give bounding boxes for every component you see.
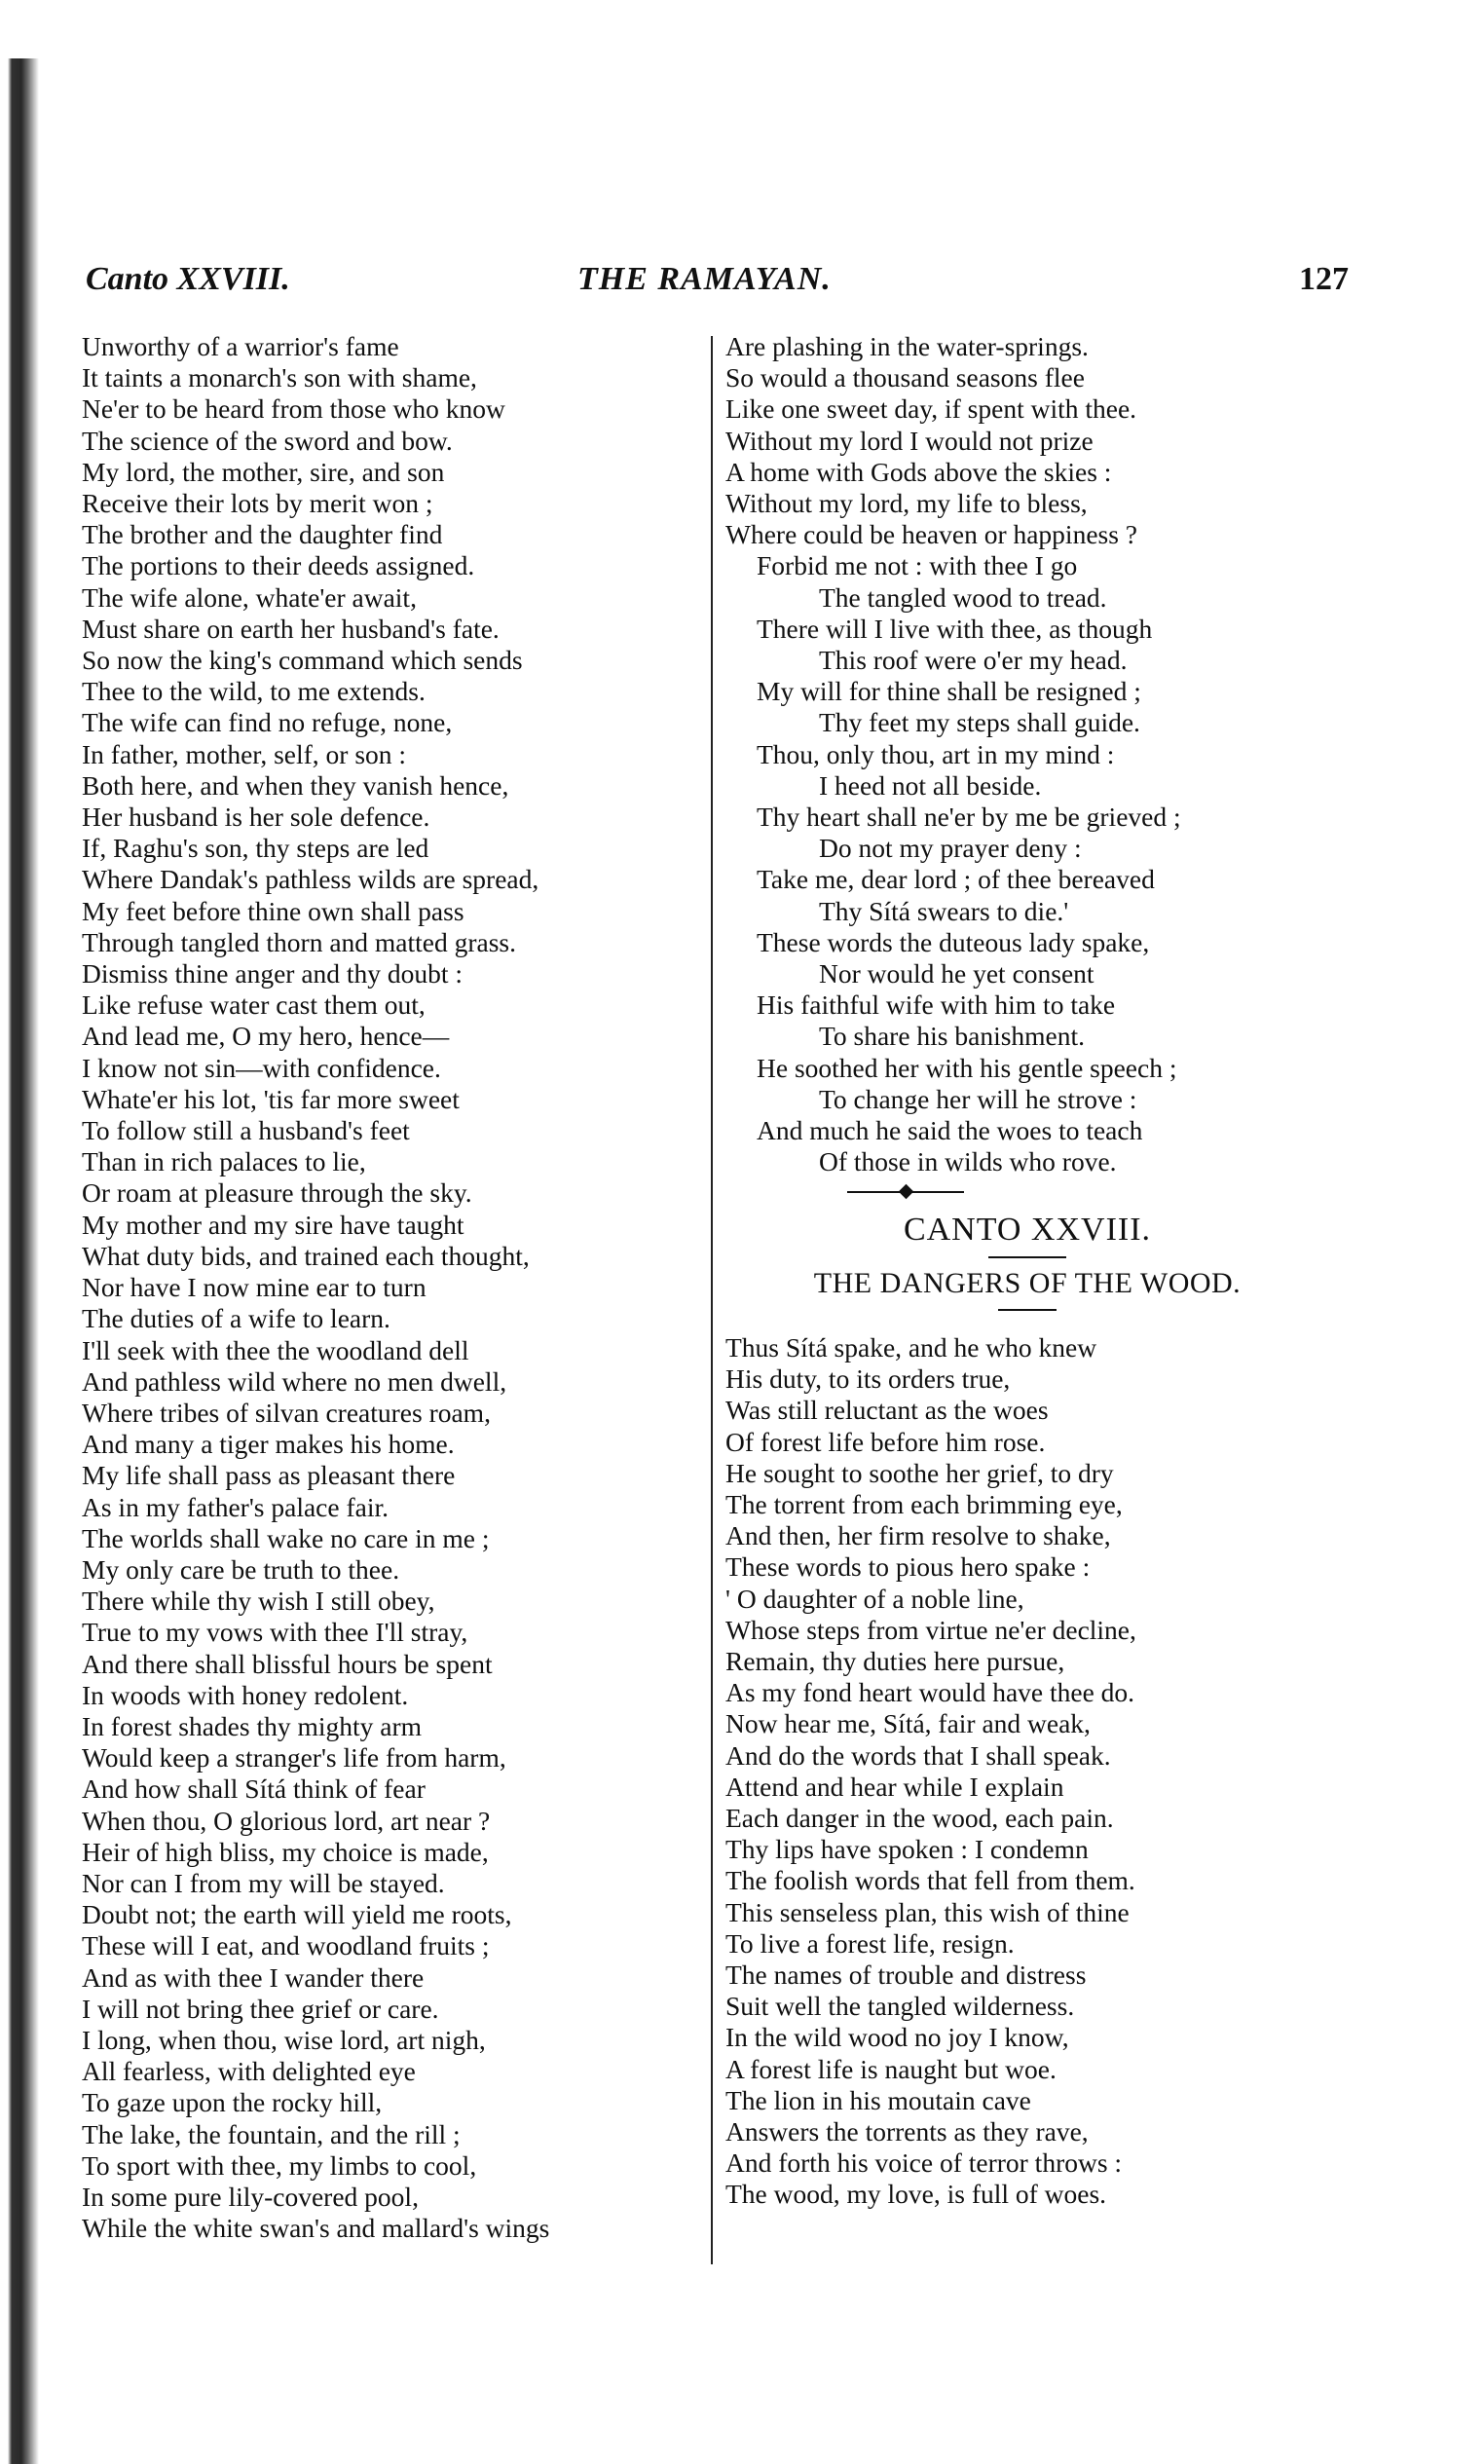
verse-line: Thee to the wild, to me extends. bbox=[82, 676, 426, 707]
verse-line: Thou, only thou, art in my mind : bbox=[757, 738, 1115, 769]
verse-line: The names of trouble and distress bbox=[725, 1959, 1087, 1990]
header-canto: Canto XXVIII. bbox=[86, 261, 290, 297]
page-binding-shadow bbox=[0, 58, 45, 2464]
verse-line: ' O daughter of a noble line, bbox=[725, 1583, 1024, 1614]
verse-line: All fearless, with delighted eye bbox=[82, 2056, 416, 2087]
verse-line: Forbid me not : with thee I go bbox=[757, 550, 1078, 581]
verse-line: This senseless plan, this wish of thine bbox=[725, 1896, 1130, 1927]
verse-line: My mother and my sire have taught bbox=[82, 1209, 464, 1240]
verse-line: The lake, the fountain, and the rill ; bbox=[82, 2118, 461, 2149]
verse-line: When thou, O glorious lord, art near ? bbox=[82, 1805, 491, 1836]
verse-line: A home with Gods above the skies : bbox=[725, 456, 1112, 487]
verse-line: Where tribes of silvan creatures roam, bbox=[82, 1397, 491, 1428]
verse-line: Nor would he yet consent bbox=[819, 958, 1094, 989]
verse-line: Take me, dear lord ; of thee bereaved bbox=[757, 864, 1155, 895]
right-column-verse-bottom bbox=[725, 1332, 1329, 2211]
canto-subtitle: THE DANGERS OF THE WOOD. bbox=[813, 1266, 1242, 1299]
verse-line: Doubt not; the earth will yield me roots, bbox=[82, 1899, 512, 1930]
verse-line: His duty, to its orders true, bbox=[725, 1363, 1011, 1395]
right-column bbox=[725, 331, 1329, 2211]
verse-line: In forest shades thy mighty arm bbox=[82, 1710, 423, 1741]
verse-line: In some pure lily-covered pool, bbox=[82, 2181, 419, 2212]
verse-line: True to my vows with thee I'll stray, bbox=[82, 1617, 468, 1648]
verse-line: And how shall Sítá think of fear bbox=[82, 1773, 426, 1805]
verse-line: This roof were o'er my head. bbox=[819, 645, 1128, 676]
subtitle-rule bbox=[998, 1309, 1057, 1311]
verse-line: My life shall pass as pleasant there bbox=[82, 1460, 456, 1491]
verse-line: Nor have I now mine ear to turn bbox=[82, 1272, 427, 1303]
verse-line: The science of the sword and bow. bbox=[82, 425, 453, 456]
verse-line: Attend and hear while I explain bbox=[725, 1771, 1064, 1802]
verse-line: The lion in his moutain cave bbox=[725, 2084, 1031, 2115]
verse-line: Thy feet my steps shall guide. bbox=[819, 707, 1140, 738]
verse-line: To share his banishment. bbox=[819, 1021, 1086, 1052]
verse-line: I heed not all beside. bbox=[819, 769, 1042, 801]
verse-line: My feet before thine own shall pass bbox=[82, 895, 464, 926]
verse-line: My only care be truth to thee. bbox=[82, 1553, 400, 1585]
verse-line: And do the words that I shall speak. bbox=[725, 1739, 1111, 1771]
verse-line: Of those in wilds who rove. bbox=[819, 1146, 1117, 1177]
verse-line: To change her will he strove : bbox=[819, 1083, 1137, 1114]
verse-line: I know not sin—with confidence. bbox=[82, 1052, 441, 1083]
verse-line: And there shall blissful hours be spent bbox=[82, 1648, 493, 1679]
verse-line: Ne'er to be heard from those who know bbox=[82, 393, 505, 425]
verse-line: To sport with thee, my limbs to cool, bbox=[82, 2149, 477, 2181]
verse-line: I will not bring thee grief or care. bbox=[82, 1993, 439, 2024]
verse-line: Where could be heaven or happiness ? bbox=[725, 519, 1138, 550]
verse-line: Like one sweet day, if spent with thee. bbox=[725, 393, 1137, 425]
verse-line: Her husband is her sole defence. bbox=[82, 802, 430, 833]
verse-line: The duties of a wife to learn. bbox=[82, 1303, 390, 1334]
verse-line: Like refuse water cast them out, bbox=[82, 989, 426, 1021]
verse-line: Each danger in the wood, each pain. bbox=[725, 1802, 1114, 1833]
verse-line: Whate'er his lot, 'tis far more sweet bbox=[82, 1083, 460, 1114]
left-column-verse bbox=[82, 331, 705, 2244]
verse-line: I'll seek with thee the woodland dell bbox=[82, 1334, 469, 1365]
right-column-verse-top bbox=[725, 331, 1329, 1177]
verse-line: Heir of high bliss, my choice is made, bbox=[82, 1836, 489, 1867]
verse-line: The wood, my love, is full of woes. bbox=[725, 2179, 1107, 2210]
verse-line: Thus Sítá spake, and he who knew bbox=[725, 1331, 1097, 1363]
verse-line: He sought to soothe her grief, to dry bbox=[725, 1457, 1114, 1488]
verse-line: And then, her firm resolve to shake, bbox=[725, 1520, 1111, 1551]
verse-line: My lord, the mother, sire, and son bbox=[82, 456, 445, 487]
verse-line: Was still reluctant as the woes bbox=[725, 1395, 1049, 1426]
verse-line: My will for thine shall be resigned ; bbox=[757, 676, 1141, 707]
verse-line: To follow still a husband's feet bbox=[82, 1115, 410, 1146]
verse-line: Nor can I from my will be stayed. bbox=[82, 1867, 445, 1898]
verse-line: And much he said the woes to teach bbox=[757, 1115, 1143, 1146]
verse-line: The foolish words that fell from them. bbox=[725, 1865, 1135, 1896]
verse-line: And pathless wild where no men dwell, bbox=[82, 1365, 507, 1397]
verse-line: These words to pious hero spake : bbox=[725, 1551, 1091, 1583]
verse-line: Both here, and when they vanish hence, bbox=[82, 769, 509, 801]
verse-line: Are plashing in the water-springs. bbox=[725, 331, 1089, 361]
verse-line: Must share on earth her husband's fate. bbox=[82, 613, 500, 644]
header-book-title: THE RAMAYAN. bbox=[577, 261, 832, 297]
verse-line: I long, when thou, wise lord, art nigh, bbox=[82, 2024, 486, 2055]
column-divider bbox=[711, 336, 713, 2264]
verse-line: Would keep a stranger's life from harm, bbox=[82, 1742, 506, 1773]
verse-line: And lead me, O my hero, hence— bbox=[82, 1021, 450, 1052]
verse-line: The portions to their deeds assigned. bbox=[82, 550, 475, 581]
verse-line: The tangled wood to tread. bbox=[819, 581, 1107, 613]
verse-line: If, Raghu's son, thy steps are led bbox=[82, 833, 429, 864]
verse-line: And forth his voice of terror throws : bbox=[725, 2147, 1123, 2179]
verse-line: Dismiss thine anger and thy doubt : bbox=[82, 958, 464, 989]
verse-line: Whose steps from virtue ne'er decline, bbox=[725, 1614, 1136, 1645]
verse-line: And as with thee I wander there bbox=[82, 1961, 425, 1993]
verse-line: Receive their lots by merit won ; bbox=[82, 488, 433, 519]
verse-line: In the wild wood no joy I know, bbox=[725, 2022, 1069, 2053]
verse-line: The wife can find no refuge, none, bbox=[82, 707, 453, 738]
verse-line: As in my father's palace fair. bbox=[82, 1491, 389, 1522]
verse-line: There while thy wish I still obey, bbox=[82, 1586, 435, 1617]
verse-line: Unworthy of a warrior's fame bbox=[82, 331, 399, 361]
verse-line: What duty bids, and trained each thought, bbox=[82, 1240, 530, 1271]
verse-line: Do not my prayer deny : bbox=[819, 833, 1082, 864]
verse-line: Thy Sítá swears to die.' bbox=[819, 895, 1069, 926]
verse-line: The worlds shall wake no care in me ; bbox=[82, 1522, 490, 1553]
page-number: 127 bbox=[1299, 261, 1349, 297]
verse-line: His faithful wife with him to take bbox=[757, 989, 1116, 1021]
heading-rule bbox=[988, 1256, 1066, 1258]
verse-line: Of forest life before him rose. bbox=[725, 1426, 1046, 1457]
verse-line: Thy heart shall ne'er by me be grieved ; bbox=[757, 802, 1181, 833]
verse-line: So now the king's command which sends bbox=[82, 645, 523, 676]
verse-line: And many a tiger makes his home. bbox=[82, 1429, 455, 1460]
verse-line: It taints a monarch's son with shame, bbox=[82, 362, 477, 393]
verse-line: Through tangled thorn and matted grass. bbox=[82, 926, 517, 957]
verse-line: He soothed her with his gentle speech ; bbox=[757, 1052, 1177, 1083]
verse-line: Or roam at pleasure through the sky. bbox=[82, 1177, 472, 1209]
verse-line: Remain, thy duties here pursue, bbox=[725, 1645, 1065, 1676]
verse-line: The wife alone, whate'er await, bbox=[82, 581, 417, 613]
verse-line: In woods with honey redolent. bbox=[82, 1679, 409, 1710]
verse-line: Now hear me, Sítá, fair and weak, bbox=[725, 1708, 1091, 1739]
verse-line: A forest life is naught but woe. bbox=[725, 2053, 1057, 2084]
verse-line: Answers the torrents as they rave, bbox=[725, 2115, 1089, 2147]
verse-line: In father, mother, self, or son : bbox=[82, 738, 407, 769]
verse-line: Thy lips have spoken : I condemn bbox=[725, 1834, 1089, 1865]
verse-line: Without my lord I would not prize bbox=[725, 425, 1094, 456]
verse-line: While the white swan's and mallard's wings bbox=[82, 2213, 550, 2244]
section-ornament bbox=[725, 1177, 1329, 1207]
verse-line: As my fond heart would have thee do. bbox=[725, 1677, 1135, 1708]
verse-line: Without my lord, my life to bless, bbox=[725, 488, 1088, 519]
verse-line: To gaze upon the rocky hill, bbox=[82, 2087, 383, 2118]
running-header bbox=[86, 261, 1352, 304]
verse-line: The brother and the daughter find bbox=[82, 519, 443, 550]
verse-line: There will I live with thee, as though bbox=[757, 613, 1153, 644]
canto-heading: CANTO XXVIII. bbox=[903, 1212, 1152, 1249]
verse-line: These words the duteous lady spake, bbox=[757, 926, 1150, 957]
verse-line: These will I eat, and woodland fruits ; bbox=[82, 1930, 490, 1961]
verse-line: Than in rich palaces to lie, bbox=[82, 1146, 366, 1177]
verse-line: To live a forest life, resign. bbox=[725, 1927, 1015, 1959]
verse-line: So would a thousand seasons flee bbox=[725, 362, 1085, 393]
verse-line: Where Dandak's pathless wilds are spread, bbox=[82, 864, 539, 895]
verse-line: The torrent from each brimming eye, bbox=[725, 1488, 1123, 1519]
verse-line: Suit well the tangled wilderness. bbox=[725, 1991, 1075, 2022]
